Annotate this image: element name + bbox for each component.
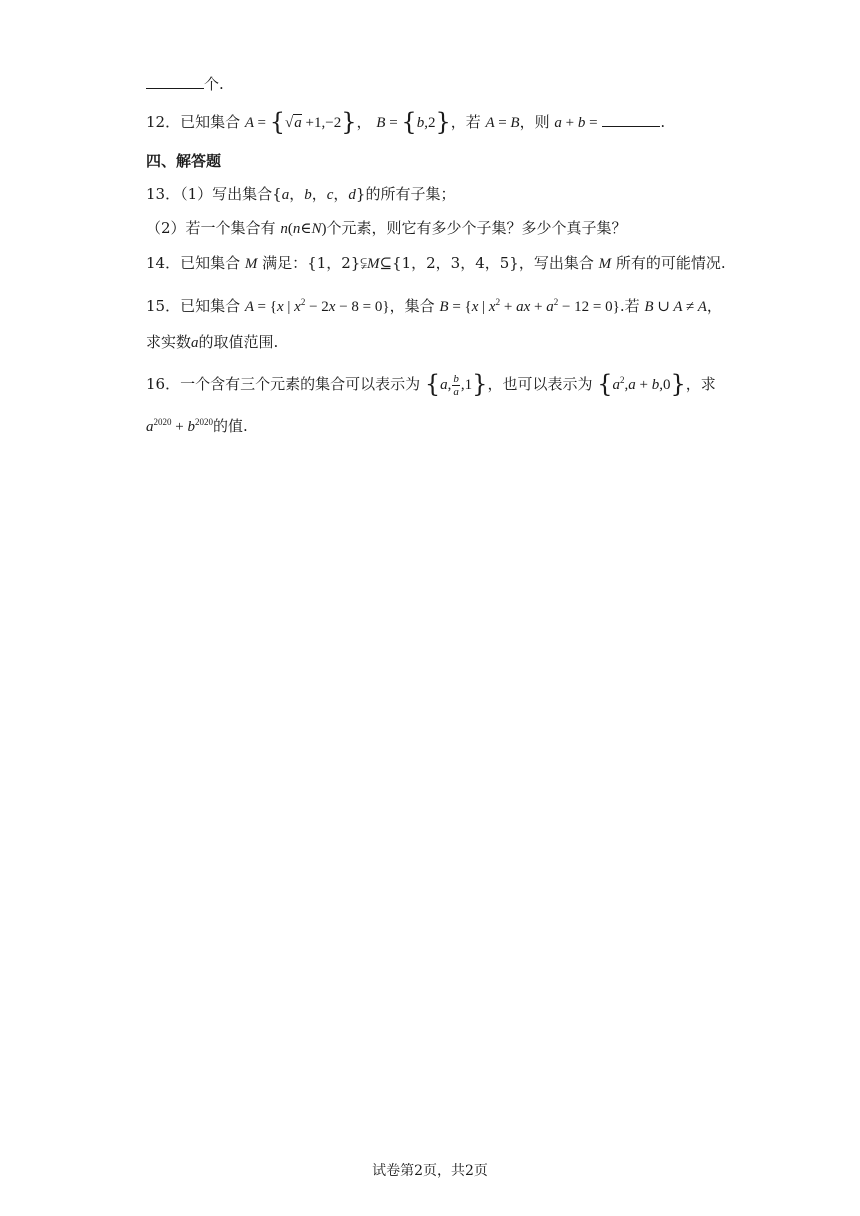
math-n: n(n∈N) xyxy=(280,221,327,237)
math-a: a xyxy=(191,335,199,351)
answer-blank xyxy=(602,114,660,127)
answer-blank xyxy=(146,76,204,89)
page-footer: 试卷第2页，共2页 xyxy=(372,1163,488,1179)
q11-tail: 个. xyxy=(146,74,224,94)
math-set-1: {a, $\frac{b}{a}$ ,1} xyxy=(424,370,488,399)
section-heading: 四、解答题 xyxy=(146,152,222,170)
question-15-line-2: 求实数a的取值范围. xyxy=(146,333,279,351)
math-set-a: A = {x | $x^2 - 2x - 8 = 0$} xyxy=(244,297,390,315)
question-13-part-2: （2）若一个集合有 n(n∈N)个元素，则它有多少个子集？多少个真子集？ xyxy=(146,219,627,237)
question-16: 16．一个含有三个元素的集合可以表示为 {a, $\frac{b}{a}$ ,1}，也可以表示为 $\{a^2,a + b,0\}$，求 xyxy=(146,370,716,399)
math-sum: a + b = xyxy=(554,115,598,131)
question-14: 14．已知集合 M 满足：{1，2}⫋M⊆{1，2，3，4，5}，写出集合 M 所有的可能情况. xyxy=(146,254,726,272)
question-13-part-1: 13．（1）写出集合{a，b，c，d}的所有子集； xyxy=(146,185,456,203)
math-set-b: B = {x | $x^2$ + ax + $a^2 - 12 = 0$} xyxy=(439,297,620,315)
math-elements: a，b，c，d xyxy=(281,187,356,203)
math-m: M xyxy=(598,256,612,272)
math-set-b: B = {b,2} xyxy=(376,108,451,136)
math-union: B ∪ A ≠ A xyxy=(644,299,707,315)
math-m: M xyxy=(244,256,258,272)
question-12: 12．已知集合 A = {√a +1,−2}， B = {b,2}，若 A = B，则 a + b = . xyxy=(146,108,666,136)
math-equation: A = B xyxy=(485,115,520,131)
math-set-2: $\{a^2,a + b,0\}$ xyxy=(597,370,686,398)
math-power-sum: $a^{2020} + b^{2020}$ xyxy=(146,417,213,435)
math-m: M xyxy=(366,256,380,272)
question-15: 15．已知集合 A = {x | $x^2 - 2x - 8 = 0$}，集合 B = {x | $x^2$ + ax + $a^2 - 12 = 0$}.若 B ∪ A ≠ A， xyxy=(146,297,722,315)
math-set-a: A = {√a +1,−2} xyxy=(244,108,357,136)
question-16-line-2: $a^{2020} + b^{2020}$的值. xyxy=(146,417,248,435)
